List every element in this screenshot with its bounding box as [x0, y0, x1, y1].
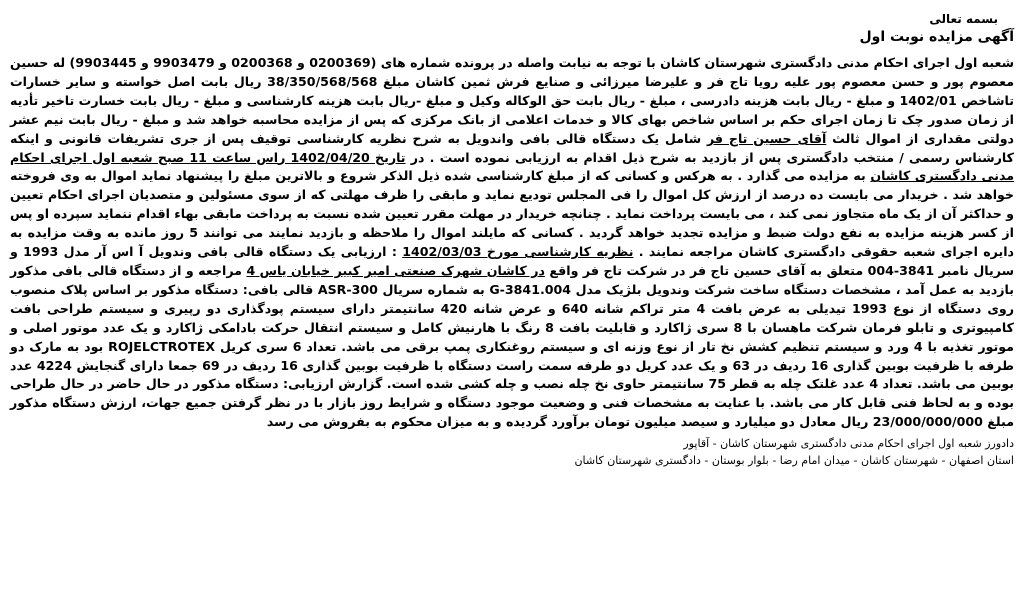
creel-brand-name: ROJELCTROTEX [108, 338, 216, 354]
auction-date-location: تاریخ 1402/04/20 راس ساعت 11 صبح شعبه اول اجرای احکام مدنی دادگستری کاشان [10, 149, 1015, 184]
expert-opinion-date: نظریه کارشناسی مورخ 1402/03/03 [402, 244, 634, 260]
paragraph-technical-details: قالی بافی: دستگاه مذکور بر اساس پلاک منصوب روی دستگاه از نوع 1993 تیدیلی به عرض بافت 4 متر تراکم شانه 640 و عرض شانه 420 سانتیمتر دارای سیستم پودگذاری دو رپیری و سیستم طراحی بافت کامپیوتری و تابلو فرمان شرکت ماهسان با 8 سری ژاکارد و قابلیت بافت 8 رنگ با هارنیش کامل و سیستم انتقال حرکت بادامکی ژاکارد و یک عدد موتور اصلی و موتور تغذیه با 4 ورد و سیستم تنظیم کشش نخ تار از نوع وزنه ای و سیستم روغنکاری پمپ برقی می باشد. تعداد 6 سری کریل [10, 281, 1014, 354]
company-address: در کاشان شهرک صنعتی امیر کبیر خیابان یاس 4 [246, 262, 545, 278]
machine-model-number: G-3841.004 [489, 281, 572, 297]
notice-title: آگهی مزایده نوبت اول [859, 29, 1014, 45]
third-party-owner-name: آقای حسین تاج فر [706, 130, 827, 146]
paragraph-machine-spec: مراجعه و از دستگاه قالی بافی مذکور بازدید به عمل آمد ، مشخصات دستگاه ساخت شرکت وندویل بلژیک مدل [10, 262, 1015, 297]
notice-header [10, 0, 1014, 46]
paragraph-case-details: شعبه اول اجرای احکام مدنی دادگستری شهرستان کاشان با توجه به نیابت واصله در پرونده شماره های (0200369 و 0200368 و 9903479 و 9903445) له حسین معصوم پور و حسن معصوم پور علیه رویا تاج فر و علیرضا میرزائی و صنایع فرش ثمین کاشان مبلغ 38/350/568/568 ریال بابت اصل خواسته و سایر خسارات تاشاخص 1402/01 و مبلغ - ریال بابت هزینه دادرسی ، مبلغ - ریال بابت حق الوکاله وکیل و مبلغ -ریال بابت هزینه کارشناسی و مبلغ - ریال بابت خسارت تاخیر تأدیه از زمان صدور چک تا زمان اجرای حکم بر اساس شاخص بهای کالا و خدمات اعلامی از بانک مرکزی که پس از مزایده محاسبه خواهد شد و مبلغ - ریال بابت نیم عشر دولتی مقداری از اموال ثالث [10, 55, 1014, 146]
basmala-heading: بسمه تعالی [929, 12, 998, 26]
court-address-line: استان اصفهان - شهرستان کاشان - میدان امام رضا - بلوار بوستان - دادگستری شهرستان کاشان [574, 454, 1014, 468]
machine-serial-number: ASR-300 [317, 281, 378, 297]
paragraph-valuation: بود به مارک دو طرفه با ظرفیت بوبین گذاری 16 ردیف در 63 و یک عدد کریل دو طرفه سمت راست دستگاه با ظرفیت بوبین گذاری 16 ردیف در 69 جمعا دارای گنجایش 4224 عدد بوبین می باشد. تعداد 4 عدد غلتک چله به قطر 75 سانتیمتر حاوی نخ چله نصب و چله کشی شده است. گزارش ارزیابی: دستگاه مذکور در حال حاضر در حال طراحی بوده و به لحاظ فنی قابل کار می باشد. با عنایت به مشخصات فنی و وضعیت موجود دستگاه و شرایط روز بازار با در نظر گرفتن جمیع جهات، ارزش دستگاه مذکور مبلغ 23/000/000/000 ریال معادل دو میلیارد و سیصد میلیون تومان برآورد گردیده و به میزان محکوم به بفروش می رسد [10, 338, 1014, 430]
paragraph-seizure: شامل یک دستگاه قالی بافی واندویل به شرح نظریه کارشناسی توقیف پس از جری تشریفات قانونی و اینکه کارشناس رسمی / منتخب دادگستری پس از بازدید به شرح ذیل اقدام به ارزیابی نموده است . [10, 130, 1014, 165]
paragraph-expert-opinion: : ارزیابی یک دستگاه قالی بافی وندویل آ اس آر مدل 1993 و سریال نامبر 3841-004 متعلق به آقای حسین تاج فر در شرکت تاج فر واقع [10, 244, 1014, 278]
notice-footer [10, 435, 1014, 469]
serial-label: به شماره سریال [382, 281, 485, 297]
paragraph-auction-terms: به مزایده می گذارد . به هرکس و کسانی که از مبلغ کارشناسی شده ذیل الذکر شروع و بالاترین مبلغ را پیشنهاد نماید اموال به وی فروخته خواهد شد . خریدار می بایست ده درصد از ارزش کل اموال را فی المجلس تودیع نماید و مابقی را ظرف مهلتی که از سوی مسئولین و متصدیان اجرای احکام تعیین و حداکثر آن از یک ماه متجاوز نمی کند ، می بایست پرداخت نماید . چنانچه خریدار در مهلت مقرر تعیین شده نسبت به پرداخت مابقی بهاء اقدام ننماید سپرده او پس از کسر هزینه مزایده به نفع دولت ضبط و مزایده تجدید خواهد گردید . کسانی که مایلند اموال را ملاحظه و بازدید نمایند می توانند 5 روز مانده به وقت مزایده به دایره اجرای شعبه حقوقی دادگستری کاشان مراجعه نمایند . [10, 168, 1015, 260]
auction-notice-page [10, 0, 1014, 592]
auction-date-prefix: در [410, 149, 425, 165]
notice-body [10, 54, 1014, 469]
bailiff-signature-line: دادورز شعبه اول اجرای احکام مدنی دادگستری شهرستان کاشان - آقاپور [683, 437, 1014, 451]
